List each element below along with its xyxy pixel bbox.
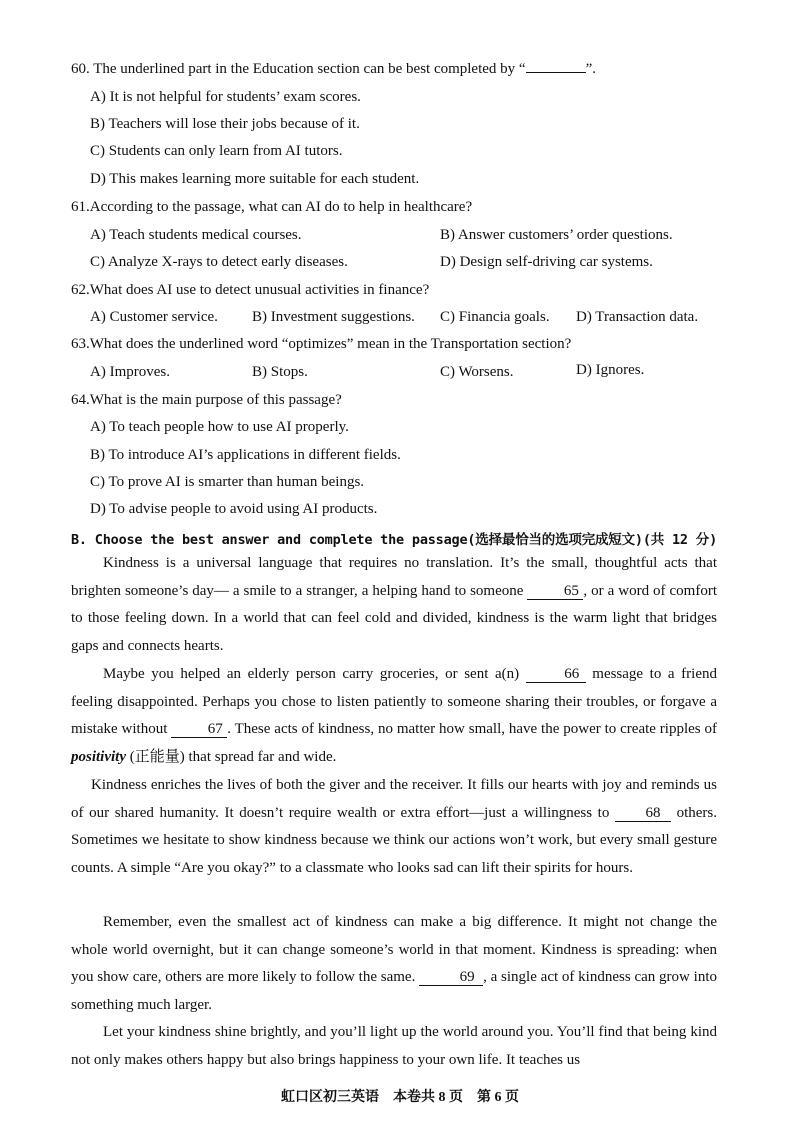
q60-option-a: A) It is not helpful for students’ exam scores. — [90, 89, 361, 105]
passage-paragraph-1 — [71, 550, 717, 660]
p2-text-b: message to a friend feeling disappointed. Perhaps you chose to listen patiently to someone sharing their troubles, or forgave a mistake without — [71, 666, 717, 737]
q61-option-b: B) Answer customers’ order questions. — [440, 227, 673, 243]
q62-option-b: B) Investment suggestions. — [252, 309, 415, 325]
passage-paragraph-4 — [71, 909, 717, 1019]
p1-text-a: Kindness is a universal language that requires no translation. It’s the small, thoughtful acts that brighten someone’s day— a smile to a stranger, a helping hand to someone — [71, 555, 717, 599]
p3-text-a: Kindness enriches the lives of both the giver and the receiver. It fills our hearts with joy and reminds us of our shared humanity. It doesn’t require wealth or extra effort—just a willingness to — [71, 777, 717, 821]
p2-text-c: . These acts of kindness, no matter how small, have the power to create ripples of — [227, 721, 717, 737]
p1-text-b: , or a word of comfort to those feeling down. In a world that can feel cold and divided, kindness is the warm light that bridges gaps and connects hearts. — [71, 582, 717, 654]
blank-68: 68 — [615, 805, 671, 822]
q62-option-a: A) Customer service. — [90, 309, 218, 325]
q60-option-c: C) Students can only learn from AI tutors. — [90, 143, 343, 159]
q63-stem-text: 63.What does the underlined word “optimizes” mean in the Transportation section? — [71, 336, 572, 352]
q62-option-c: C) Financia goals. — [440, 309, 550, 325]
q64-option-b: B) To introduce AI’s applications in different fields. — [90, 447, 401, 463]
blank-69: 69 — [419, 969, 483, 986]
p3-text-b: others. Sometimes we hesitate to show kindness because we think our actions won’t work, but every small gesture counts. A simple “Are you okay?” to a classmate who looks sad can lift their spirits for hours. — [71, 804, 717, 876]
positivity-chinese-gloss: (正能量) — [126, 748, 189, 765]
q63-stem — [71, 334, 571, 354]
q61-option-a: A) Teach students medical courses. — [90, 227, 302, 243]
p4-text-a: Remember, even the smallest act of kindness can make a big difference. It might not change the whole world overnight, but it can change someone’s world in that moment. Kindness is spreading: when you show care, others are more likely to follow the same. — [71, 914, 717, 985]
passage-paragraph-5: Let your kindness shine brightly, and you’ll light up the world around you. You’ll find that being kind not only makes others happy but also brings happiness to your own life. It teaches us — [71, 1024, 717, 1068]
blank-66: 66 — [526, 666, 586, 683]
p2-text-a: Maybe you helped an elderly person carry groceries, or sent a(n) — [103, 666, 526, 682]
q63-option-a: A) Improves. — [90, 364, 170, 380]
blank-67: 67 — [171, 721, 227, 738]
q64-option-d: D) To advise people to avoid using AI products. — [90, 501, 378, 517]
q60-stem-text: 60. The underlined part in the Education section can be best completed by “ — [71, 61, 526, 77]
q64-option-c: C) To prove AI is smarter than human beings. — [90, 474, 365, 490]
q63-option-c: C) Worsens. — [440, 364, 514, 380]
q60-option-d: D) This makes learning more suitable for each student. — [90, 171, 420, 187]
q60-blank — [526, 72, 586, 73]
passage-paragraph-3 — [71, 772, 717, 882]
q63-option-d: D) Ignores. — [576, 362, 645, 378]
q60-stem — [71, 59, 596, 79]
q60-option-b: B) Teachers will lose their jobs because of it. — [90, 116, 360, 132]
positivity-word: positivity — [71, 748, 126, 765]
q64-stem: 64.What is the main purpose of this passage? — [71, 392, 342, 408]
q64-option-a: A) To teach people how to use AI properly. — [90, 419, 349, 435]
section-b-heading: B. Choose the best answer and complete the passage(选择最恰当的选项完成短文)(共 12 分) — [71, 532, 718, 548]
p2-text-d: that spread far and wide. — [188, 748, 337, 765]
q61-stem: 61.According to the passage, what can AI do to help in healthcare? — [71, 199, 473, 215]
q60-stem-end: ”. — [585, 61, 596, 77]
p4-text-b: , a single act of kindness can grow into something much larger. — [71, 969, 717, 1013]
blank-65: 65 — [527, 583, 583, 600]
q61-option-d: D) Design self-driving car systems. — [440, 254, 653, 270]
q62-option-d: D) Transaction data. — [576, 309, 699, 325]
page-footer: 虹口区初三英语 本卷共 8 页 第 6 页 — [281, 1090, 519, 1105]
q61-option-c: C) Analyze X-rays to detect early diseases. — [90, 254, 348, 270]
passage-paragraph-2 — [71, 661, 717, 771]
q62-stem: 62.What does AI use to detect unusual activities in finance? — [71, 282, 430, 298]
q63-option-b: B) Stops. — [252, 364, 308, 380]
